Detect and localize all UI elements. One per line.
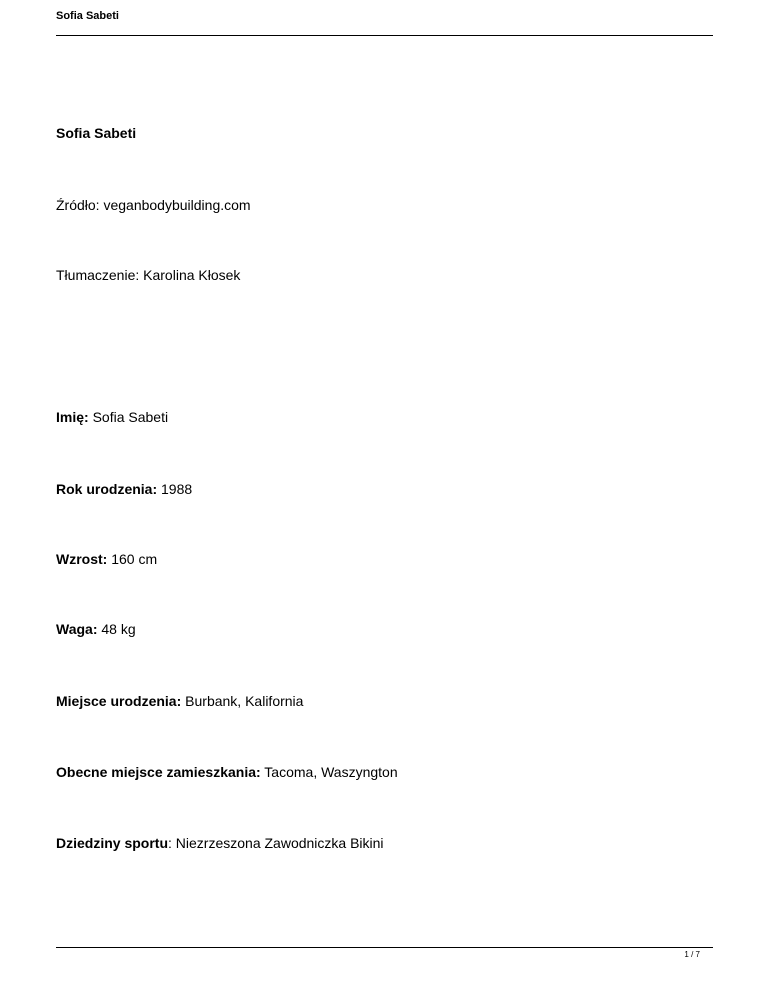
- profile-label: Obecne miejsce zamieszkania:: [56, 764, 261, 780]
- profile-label: Waga:: [56, 621, 98, 637]
- page-number: 1 / 7: [684, 950, 700, 959]
- profile-row-residence: [56, 764, 398, 781]
- profile-value: Burbank, Kalifornia: [181, 693, 304, 709]
- profile-value: 48 kg: [97, 621, 136, 637]
- profile-label: Imię:: [56, 409, 89, 425]
- profile-value: Tacoma, Waszyngton: [260, 764, 398, 780]
- profile-row-name: [56, 409, 168, 426]
- source-line: Źródło: veganbodybuilding.com: [56, 197, 251, 213]
- profile-row-birth-year: [56, 481, 192, 498]
- running-header: Sofia Sabeti: [56, 10, 119, 22]
- profile-label: Wzrost:: [56, 551, 108, 567]
- profile-row-height: [56, 551, 157, 568]
- profile-row-weight: [56, 621, 136, 638]
- profile-value: : Niezrzeszona Zawodniczka Bikini: [168, 835, 384, 851]
- profile-label: Dziedziny sportu: [56, 835, 169, 851]
- profile-row-birthplace: [56, 693, 303, 710]
- article-title: Sofia Sabeti: [56, 125, 137, 141]
- translation-line: Tłumaczenie: Karolina Kłosek: [56, 267, 241, 283]
- profile-row-sport: [56, 835, 384, 852]
- profile-value: 1988: [157, 481, 193, 497]
- profile-label: Rok urodzenia:: [56, 481, 158, 497]
- profile-value: Sofia Sabeti: [88, 409, 169, 425]
- header-divider: [56, 35, 713, 36]
- profile-label: Miejsce urodzenia:: [56, 693, 182, 709]
- footer-divider: [56, 947, 713, 948]
- profile-value: 160 cm: [107, 551, 158, 567]
